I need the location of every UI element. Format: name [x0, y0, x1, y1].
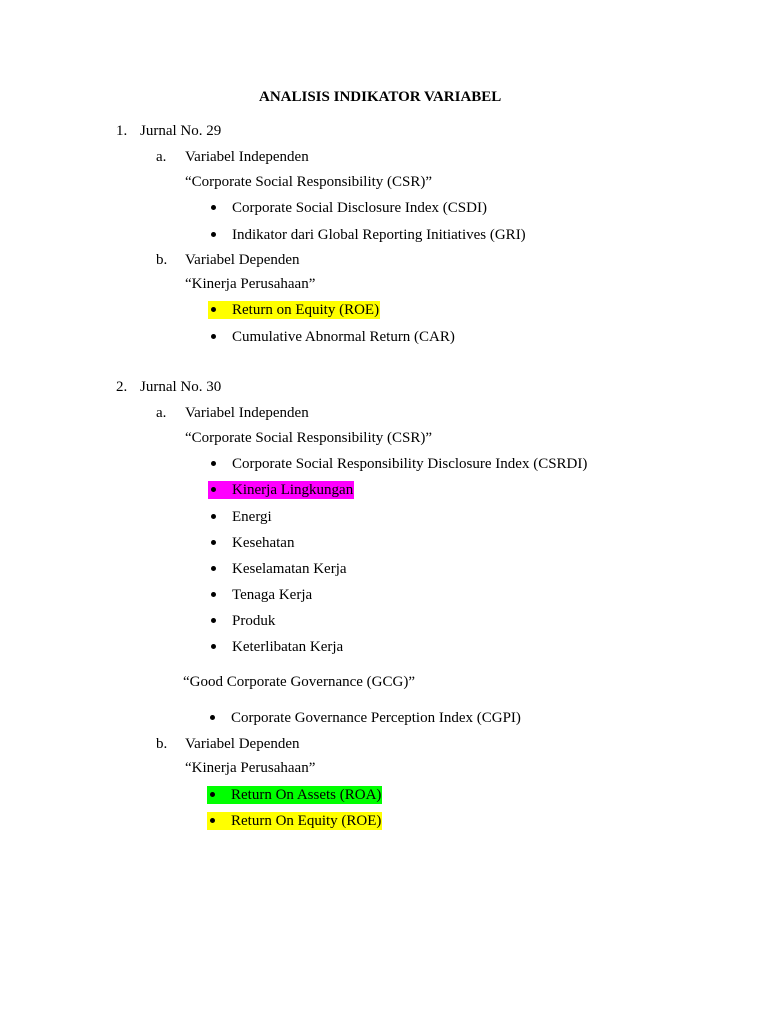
list-item: Kesehatan [208, 534, 295, 552]
item-1-a-letter: a. [156, 149, 167, 165]
item-2-a-letter: a. [156, 405, 167, 421]
item-1-number: 1. [116, 123, 128, 139]
item-1-b-letter: b. [156, 252, 168, 268]
bullet-icon [211, 566, 216, 571]
list-item: Corporate Social Disclosure Index (CSDI) [208, 199, 488, 217]
bullet-icon [211, 334, 216, 339]
list-item: Energi [208, 508, 273, 526]
item-2-label: Jurnal No. 30 [140, 379, 222, 395]
item-1-a-label: Variabel Independen [185, 149, 309, 165]
item-2-b-quote: “Kinerja Perusahaan” [185, 760, 316, 776]
item-2-b-letter: b. [156, 736, 168, 752]
list-item: Corporate Social Responsibility Disclosure Index (CSRDI) [208, 455, 588, 473]
document-title: ANALISIS INDIKATOR VARIABEL [259, 89, 502, 105]
item-2-a-quote-2: “Good Corporate Governance (GCG)” [183, 674, 415, 690]
item-2-b-label: Variabel Dependen [185, 736, 300, 752]
bullet-icon [210, 715, 215, 720]
bullet-icon [211, 232, 216, 237]
item-2-a-label: Variabel Independen [185, 405, 309, 421]
item-2-number: 2. [116, 379, 128, 395]
item-1-a-quote: “Corporate Social Responsibility (CSR)” [185, 174, 433, 190]
bullet-icon [211, 205, 216, 210]
bullet-icon [211, 644, 216, 649]
bullet-icon [211, 540, 216, 545]
item-1-b-label: Variabel Dependen [185, 252, 300, 268]
item-1-b-quote: “Kinerja Perusahaan” [185, 276, 316, 292]
list-item: Corporate Governance Perception Index (CGPI) [207, 709, 522, 727]
item-1-label: Jurnal No. 29 [140, 123, 222, 139]
bullet-icon [211, 592, 216, 597]
bullet-icon [210, 818, 215, 823]
bullet-icon [211, 618, 216, 623]
list-item-highlighted: Return On Equity (ROE) [207, 812, 382, 830]
item-2-a-quote: “Corporate Social Responsibility (CSR)” [185, 430, 433, 446]
bullet-icon [211, 461, 216, 466]
list-item-highlighted: Kinerja Lingkungan [208, 481, 354, 499]
list-item: Keselamatan Kerja [208, 560, 348, 578]
list-item: Keterlibatan Kerja [208, 638, 344, 656]
bullet-icon [211, 514, 216, 519]
bullet-icon [210, 792, 215, 797]
bullet-icon [211, 487, 216, 492]
list-item: Produk [208, 612, 276, 630]
list-item-highlighted: Return On Assets (ROA) [207, 786, 382, 804]
list-item: Indikator dari Global Reporting Initiatives (GRI) [208, 226, 527, 244]
list-item: Tenaga Kerja [208, 586, 313, 604]
bullet-icon [211, 307, 216, 312]
list-item-highlighted: Return on Equity (ROE) [208, 301, 380, 319]
list-item: Cumulative Abnormal Return (CAR) [208, 328, 456, 346]
